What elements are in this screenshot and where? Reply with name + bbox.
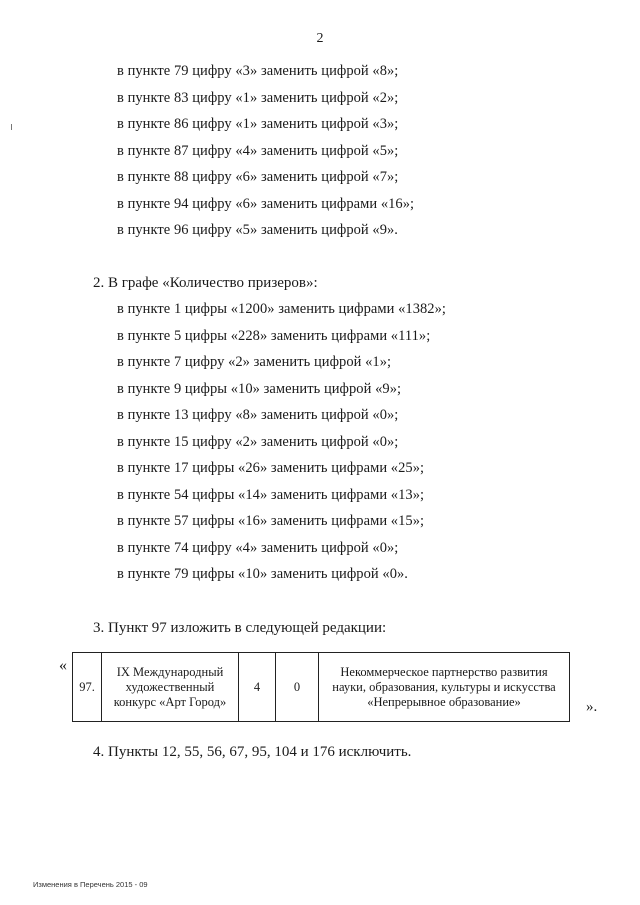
amendment-line: в пункте 7 цифру «2» заменить цифрой «1»; xyxy=(117,354,392,370)
amendment-line: в пункте 83 цифру «1» заменить цифрой «2»; xyxy=(117,90,399,106)
count-cell: 4 xyxy=(239,653,276,722)
amendment-table xyxy=(72,652,570,722)
amendment-line: в пункте 57 цифры «16» заменить цифрами «15»; xyxy=(117,513,425,529)
scan-mark xyxy=(11,124,12,130)
amendment-line: в пункте 94 цифру «6» заменить цифрами «16»; xyxy=(117,196,415,212)
section-2-heading: 2. В графе «Количество призеров»: xyxy=(93,275,318,291)
amendment-line: в пункте 96 цифру «5» заменить цифрой «9». xyxy=(117,222,398,238)
section-3-heading: 3. Пункт 97 изложить в следующей редакции: xyxy=(93,620,387,636)
prize-count-cell: 0 xyxy=(276,653,319,722)
amendment-line: в пункте 88 цифру «6» заменить цифрой «7»; xyxy=(117,169,399,185)
amendment-line: в пункте 15 цифру «2» заменить цифрой «0»; xyxy=(117,434,399,450)
amendment-line: в пункте 13 цифру «8» заменить цифрой «0»; xyxy=(117,407,399,423)
table-row xyxy=(73,653,570,722)
contest-name-cell: IX Международный художественный конкурс «Арт Город» xyxy=(102,653,239,722)
amendment-line: в пункте 9 цифры «10» заменить цифрой «9»; xyxy=(117,381,402,397)
section-4-heading: 4. Пункты 12, 55, 56, 67, 95, 104 и 176 исключить. xyxy=(93,744,412,760)
closing-quote: ». xyxy=(586,699,598,715)
amendment-line: в пункте 1 цифры «1200» заменить цифрами «1382»; xyxy=(117,301,446,317)
amendment-line: в пункте 74 цифру «4» заменить цифрой «0»; xyxy=(117,540,399,556)
amendment-line: в пункте 17 цифры «26» заменить цифрами «25»; xyxy=(117,460,425,476)
row-number-cell: 97. xyxy=(73,653,102,722)
document-footer: Изменения в Перечень 2015 - 09 xyxy=(33,880,148,889)
amendment-line: в пункте 5 цифры «228» заменить цифрами «111»; xyxy=(117,328,431,344)
organizer-cell: Некоммерческое партнерство развития науки, образования, культуры и искусства «Непрерывное образование» xyxy=(319,653,570,722)
amendment-line: в пункте 79 цифру «3» заменить цифрой «8»; xyxy=(117,63,399,79)
amendment-line: в пункте 86 цифру «1» заменить цифрой «3»; xyxy=(117,116,399,132)
amendment-line: в пункте 79 цифры «10» заменить цифрой «0». xyxy=(117,566,408,582)
opening-quote: « xyxy=(59,657,67,674)
amendment-line: в пункте 87 цифру «4» заменить цифрой «5»; xyxy=(117,143,399,159)
page-number: 2 xyxy=(316,31,324,46)
amendment-line: в пункте 54 цифры «14» заменить цифрами «13»; xyxy=(117,487,425,503)
